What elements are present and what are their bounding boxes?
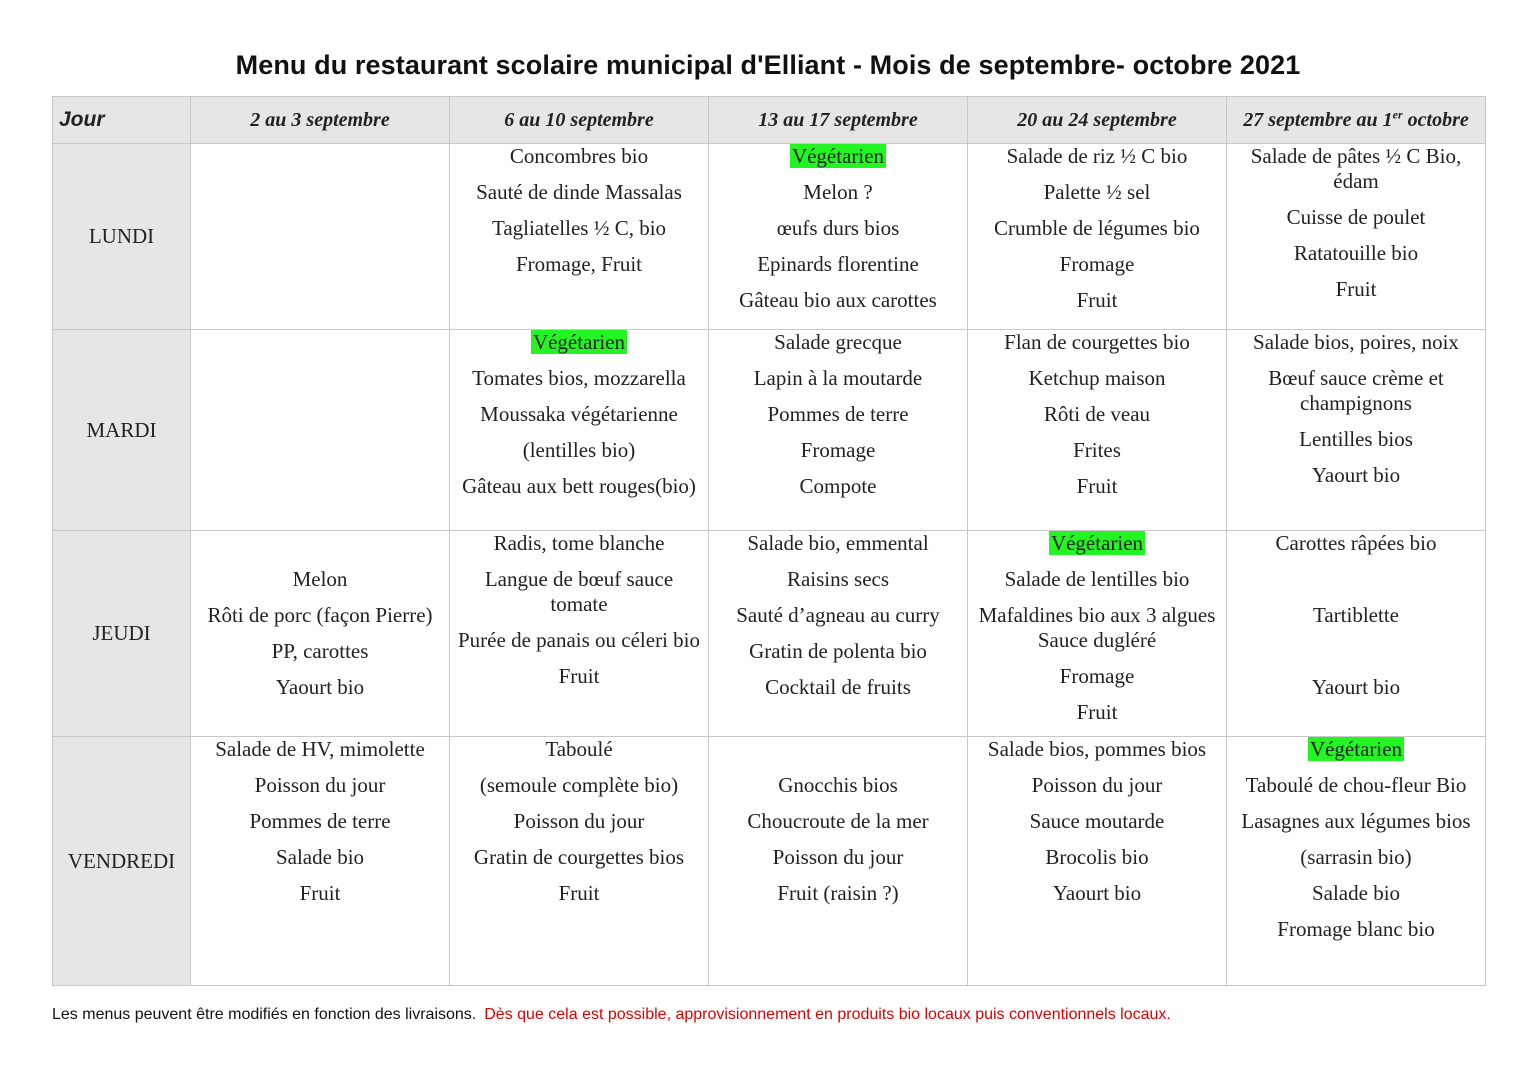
menu-cell xyxy=(191,330,450,531)
menu-item: Salade de riz ½ C bio xyxy=(1006,144,1188,168)
menu-item: Poisson du jour xyxy=(254,773,386,797)
menu-item: Lentilles bios xyxy=(1299,427,1413,451)
menu-item: Fromage xyxy=(1059,252,1135,276)
menu-item: Poisson du jour xyxy=(772,845,904,869)
menu-item: Yaourt bio xyxy=(1052,881,1142,905)
menu-item: œufs durs bios xyxy=(776,216,900,240)
menu-cell xyxy=(1227,737,1486,986)
menu-item xyxy=(1227,737,1485,762)
menu-item: Pommes de terre xyxy=(249,809,391,833)
header-week: 20 au 24 septembre xyxy=(968,97,1227,144)
header-week: 13 au 17 septembre xyxy=(709,97,968,144)
table-row xyxy=(53,144,1486,330)
menu-item: Gâteau bio aux carottes xyxy=(739,288,937,312)
header-week: 6 au 10 septembre xyxy=(450,97,709,144)
menu-item: Bœuf sauce crème et champignons xyxy=(1268,366,1444,415)
menu-item: Cocktail de fruits xyxy=(765,675,911,699)
menu-item: Gratin de polenta bio xyxy=(749,639,927,663)
day-label: MARDI xyxy=(53,330,191,531)
menu-item: Sauce moutarde xyxy=(1029,809,1165,833)
menu-item: Yaourt bio xyxy=(1311,675,1401,699)
menu-item: Fruit (raisin ?) xyxy=(777,881,899,905)
header-week: 27 septembre au 1er octobre xyxy=(1227,97,1486,144)
menu-item: Taboulé de chou-fleur Bio xyxy=(1245,773,1467,797)
menu-item: Fruit xyxy=(299,881,341,905)
menu-item: Rôti de veau xyxy=(1043,402,1151,426)
footer-note-red: Dès que cela est possible, approvisionnement en produits bio locaux puis conventionnels locaux. xyxy=(484,1006,1171,1023)
menu-item: Salade bio xyxy=(275,845,365,869)
menu-cell xyxy=(709,330,968,531)
menu-item: Salade de lentilles bio xyxy=(1004,567,1190,591)
menu-item: Crumble de légumes bio xyxy=(994,216,1200,240)
menu-item: Fruit xyxy=(1076,700,1118,724)
menu-item: Yaourt bio xyxy=(1311,463,1401,487)
menu-item: Salade bio, emmental xyxy=(747,531,929,555)
menu-cell xyxy=(968,144,1227,330)
menu-item: Tomates bios, mozzarella xyxy=(472,366,686,390)
menu-item xyxy=(968,531,1226,556)
vegetarian-tag: Végétarien xyxy=(532,330,626,354)
menu-item: Fruit xyxy=(1076,474,1118,498)
menu-item: (lentilles bio) xyxy=(522,438,636,462)
menu-item: Concombres bio xyxy=(509,144,649,168)
menu-item: Lasagnes aux légumes bios xyxy=(1241,809,1471,833)
menu-item: Compote xyxy=(799,474,877,498)
menu-item: Poisson du jour xyxy=(513,809,645,833)
menu-item: Mafaldines bio aux 3 algues Sauce dugléré xyxy=(978,603,1216,652)
menu-item: Fruit xyxy=(558,664,600,688)
day-label: JEUDI xyxy=(53,531,191,737)
menu-cell xyxy=(191,737,450,986)
menu-item: PP, carottes xyxy=(271,639,369,663)
menu-item: Poisson du jour xyxy=(1031,773,1163,797)
vegetarian-tag: Végétarien xyxy=(1309,737,1403,761)
menu-item: Salade grecque xyxy=(774,330,902,354)
menu-item: Fromage xyxy=(1059,664,1135,688)
menu-item xyxy=(709,144,967,169)
menu-item: Frites xyxy=(1073,438,1121,462)
menu-item: Gnocchis bios xyxy=(778,773,898,797)
menu-item: Choucroute de la mer xyxy=(747,809,929,833)
menu-cell xyxy=(1227,330,1486,531)
menu-item xyxy=(1227,567,1485,592)
menu-item: Gâteau aux bett rouges(bio) xyxy=(462,474,696,498)
menu-table xyxy=(52,96,1486,986)
menu-cell xyxy=(191,531,450,737)
menu-item xyxy=(709,737,967,762)
menu-item: Fromage, Fruit xyxy=(516,252,642,276)
menu-item xyxy=(450,330,708,355)
menu-item: Salade de HV, mimolette xyxy=(215,737,425,761)
menu-item: Radis, tome blanche xyxy=(493,531,665,555)
menu-item: Fromage blanc bio xyxy=(1277,917,1435,941)
header-jour: Jour xyxy=(53,97,191,144)
menu-cell xyxy=(709,531,968,737)
header-row xyxy=(53,97,1486,144)
menu-item: Salade bios, poires, noix xyxy=(1253,330,1459,354)
menu-item: Carottes râpées bio xyxy=(1275,531,1437,555)
day-label: LUNDI xyxy=(53,144,191,330)
menu-item xyxy=(191,531,449,556)
menu-item: Sauté de dinde Massalas xyxy=(476,180,682,204)
table-row xyxy=(53,737,1486,986)
menu-item: Rôti de porc (façon Pierre) xyxy=(207,603,433,627)
menu-item: Epinards florentine xyxy=(757,252,919,276)
menu-item: Ketchup maison xyxy=(1028,366,1166,390)
menu-cell xyxy=(1227,144,1486,330)
menu-item: Fruit xyxy=(1076,288,1118,312)
menu-cell xyxy=(709,737,968,986)
menu-item: Fruit xyxy=(1335,277,1377,301)
menu-item: Salade bio xyxy=(1311,881,1401,905)
menu-item: (sarrasin bio) xyxy=(1300,845,1412,869)
menu-item: Brocolis bio xyxy=(1045,845,1149,869)
menu-cell xyxy=(191,144,450,330)
menu-item: Sauté d’agneau au curry xyxy=(736,603,940,627)
vegetarian-tag: Végétarien xyxy=(791,144,885,168)
menu-item: Palette ½ sel xyxy=(1043,180,1151,204)
menu-cell xyxy=(709,144,968,330)
menu-cell xyxy=(968,330,1227,531)
menu-item: Melon xyxy=(292,567,348,591)
menu-item: Tagliatelles ½ C, bio xyxy=(491,216,667,240)
table-row xyxy=(53,330,1486,531)
menu-item: Langue de bœuf sauce tomate xyxy=(484,567,674,616)
menu-item: Pommes de terre xyxy=(767,402,909,426)
menu-cell xyxy=(450,737,709,986)
menu-item: Fromage xyxy=(800,438,876,462)
menu-cell xyxy=(968,531,1227,737)
menu-item: Salade de pâtes ½ C Bio, édam xyxy=(1250,144,1462,193)
menu-item: Purée de panais ou céleri bio xyxy=(458,628,700,652)
menu-item: Melon ? xyxy=(803,180,873,204)
menu-item: Fruit xyxy=(558,881,600,905)
menu-item: Salade bios, pommes bios xyxy=(987,737,1207,761)
menu-cell xyxy=(450,330,709,531)
page-title: Menu du restaurant scolaire municipal d'Elliant - Mois de septembre- octobre 2021 xyxy=(235,50,1301,80)
menu-item: Lapin à la moutarde xyxy=(753,366,923,390)
menu-item: Moussaka végétarienne xyxy=(480,402,678,426)
menu-item: Flan de courgettes bio xyxy=(1004,330,1190,354)
menu-cell xyxy=(1227,531,1486,737)
vegetarian-tag: Végétarien xyxy=(1050,531,1144,555)
day-label: VENDREDI xyxy=(53,737,191,986)
menu-cell xyxy=(450,144,709,330)
table-row xyxy=(53,531,1486,737)
menu-item: Gratin de courgettes bios xyxy=(473,845,685,869)
menu-cell xyxy=(968,737,1227,986)
header-week: 2 au 3 septembre xyxy=(191,97,450,144)
menu-item: Yaourt bio xyxy=(275,675,365,699)
footer-note-text: Les menus peuvent être modifiés en fonction des livraisons. xyxy=(52,1006,477,1023)
menu-item xyxy=(1227,639,1485,664)
menu-item: (semoule complète bio) xyxy=(479,773,679,797)
menu-cell xyxy=(450,531,709,737)
footer-note xyxy=(52,1006,1171,1024)
menu-item: Tartiblette xyxy=(1313,603,1399,627)
menu-item: Taboulé xyxy=(545,737,613,761)
menu-item: Ratatouille bio xyxy=(1293,241,1419,265)
menu-item: Cuisse de poulet xyxy=(1286,205,1426,229)
menu-item: Raisins secs xyxy=(786,567,890,591)
